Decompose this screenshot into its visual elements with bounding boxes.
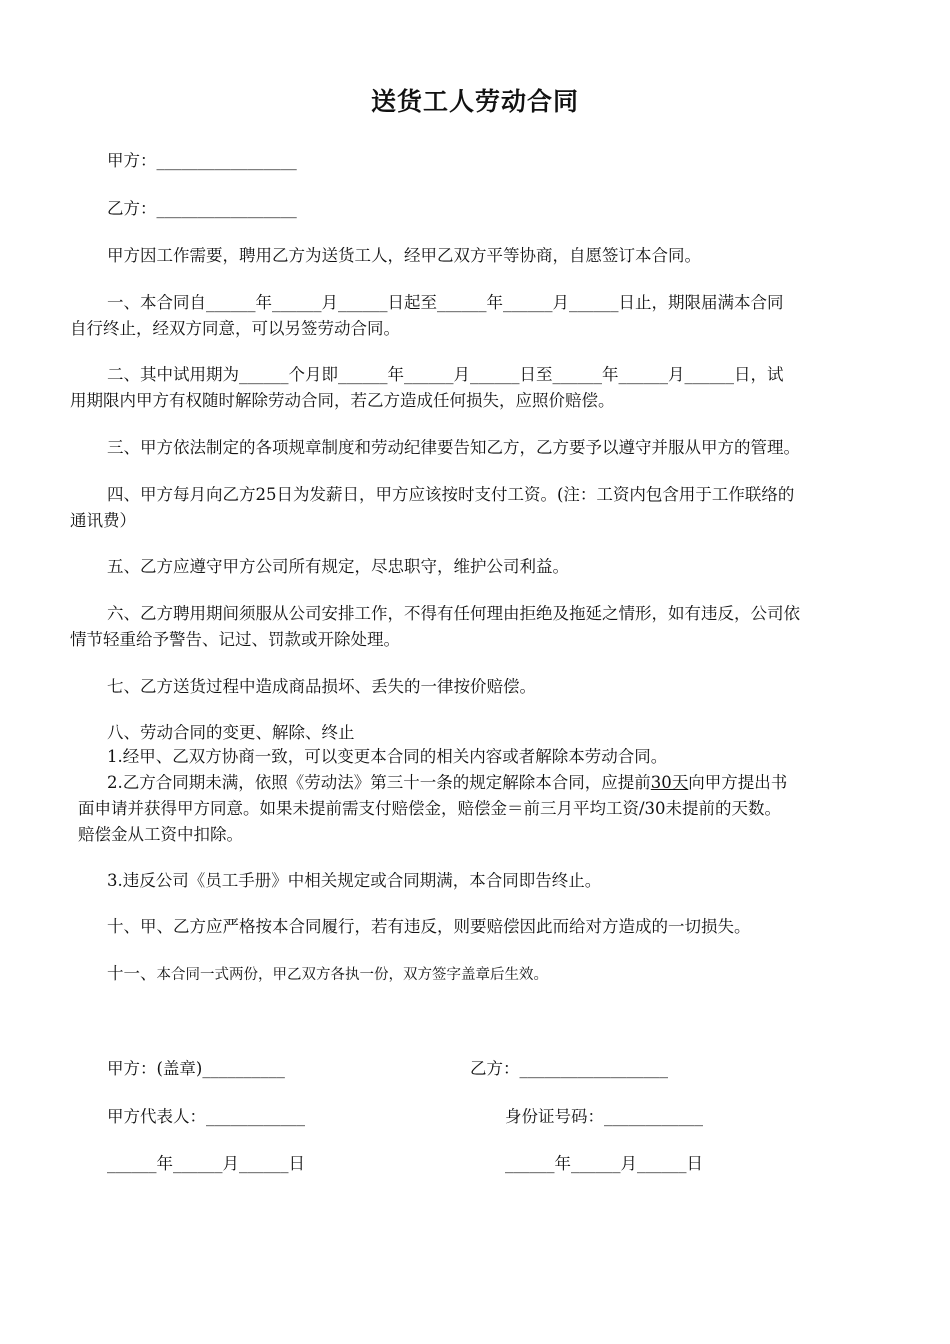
party-a-line: 甲方：_________________ — [107, 151, 297, 170]
clause-8-item-2-line-2: 面申请并获得甲方同意。如果未提前需支付赔偿金，赔偿金＝前三月平均工资/30未提前的天数。 — [78, 799, 782, 818]
clause-8-item-2-text-b: 向甲方提出书 — [688, 773, 788, 792]
clause-1-line-2: 自行终止，经双方同意，可以另签劳动合同。 — [70, 319, 400, 338]
clause-8-item-2-text-a: 2.乙方合同期未满，依照《劳动法》第三十一条的规定解除本合同，应提前 — [107, 773, 651, 792]
clause-8-item-2-line-3: 赔偿金从工资中扣除。 — [78, 825, 243, 844]
clause-1-line-1: 一、本合同自______年______月______日起至______年______月______日止，期限届满本合同 — [107, 293, 784, 312]
clause-11-heading: 十一、 — [107, 964, 157, 983]
id-number-line: 身份证号码：____________ — [505, 1107, 703, 1126]
party-a-seal-line: 甲方：(盖章)__________ — [107, 1059, 285, 1078]
intro-paragraph: 甲方因工作需要，聘用乙方为送货工人，经甲乙双方平等协商，自愿签订本合同。 — [107, 246, 701, 265]
party-a-representative-line: 甲方代表人：____________ — [107, 1107, 305, 1126]
clause-6-line-2: 情节轻重给予警告、记过、罚款或开除处理。 — [70, 630, 400, 649]
clause-2-line-1: 二、其中试用期为______个月即______年______月______日至______年______月______日，试 — [107, 365, 784, 384]
clause-2-line-2: 用期限内甲方有权随时解除劳动合同，若乙方造成任何损失，应照价赔偿。 — [70, 391, 615, 410]
contract-title: 送货工人劳动合同 — [370, 87, 579, 116]
clause-11-body: 本合同一式两份，甲乙双方各执一份，双方签字盖章后生效。 — [156, 967, 548, 983]
clause-3: 三、甲方依法制定的各项规章制度和劳动纪律要告知乙方，乙方要予以遵守并服从甲方的管理。 — [107, 438, 800, 457]
notice-period: 30天 — [650, 773, 689, 792]
clause-5: 五、乙方应遵守甲方公司所有规定，尽忠职守，维护公司利益。 — [107, 557, 569, 576]
clause-4-line-1: 四、甲方每月向乙方25日为发薪日，甲方应该按时支付工资。(注：工资内包含用于工作联络的 — [107, 485, 795, 504]
clause-6-line-1: 六、乙方聘用期间须服从公司安排工作，不得有任何理由拒绝及拖延之情形，如有违反，公司依 — [107, 604, 800, 623]
clause-11 — [107, 961, 548, 988]
clause-8-item-2-line-1 — [107, 770, 787, 796]
party-b-date-line: ______年______月______日 — [505, 1154, 703, 1173]
clause-8-item-3: 3.违反公司《员工手册》中相关规定或合同期满，本合同即告终止。 — [107, 871, 602, 890]
clause-8-heading: 八、劳动合同的变更、解除、终止 — [107, 723, 355, 742]
clause-10: 十、甲、乙方应严格按本合同履行，若有违反，则要赔偿因此而给对方造成的一切损失。 — [107, 917, 751, 936]
party-b-line: 乙方：_________________ — [107, 199, 297, 218]
clause-7: 七、乙方送货过程中造成商品损坏、丢失的一律按价赔偿。 — [107, 677, 536, 696]
party-b-sign-line: 乙方：__________________ — [470, 1059, 668, 1078]
clause-8-item-1: 1.经甲、乙双方协商一致，可以变更本合同的相关内容或者解除本劳动合同。 — [107, 747, 668, 766]
clause-4-line-2: 通讯费） — [70, 511, 136, 530]
party-a-date-line: ______年______月______日 — [107, 1154, 305, 1173]
